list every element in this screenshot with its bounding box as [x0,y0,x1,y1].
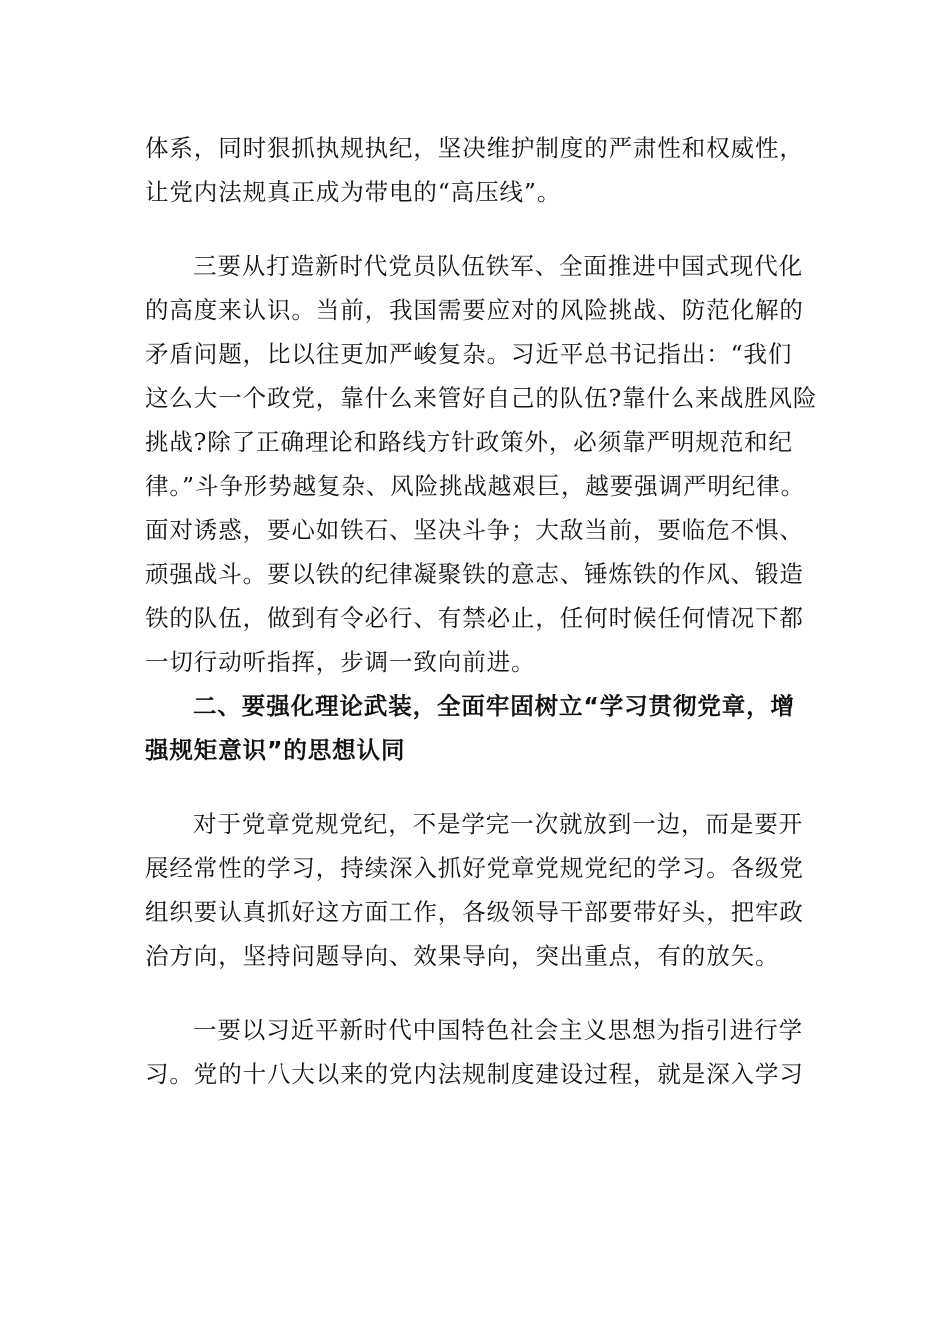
paragraph-regular-study [145,802,807,978]
text-line: 这么大一个政党，靠什么来管好自己的队伍?靠什么来战胜风险 [145,384,818,412]
text-line: 矛盾问题，比以往更加严峻复杂。习近平总书记指出：“我们 [145,340,793,368]
text-line: 顽强战斗。要以铁的纪律凝聚铁的意志、锤炼铁的作风、锻造 [145,560,804,588]
text-line: 对于党章党规党纪，不是学完一次就放到一边，而是要开 [193,810,803,838]
paragraph-spacer [145,978,807,1008]
text-line: 一切行动听指挥，步调一致向前进。 [145,648,536,676]
paragraph-third-requirement [145,244,818,684]
text-line: 的高度来认识。当前，我国需要应对的风险挑战、防范化解的 [145,296,804,324]
text-line: 治方向，坚持问题导向、效果导向，突出重点，有的放矢。 [145,942,780,970]
text-line: 挑战?除了正确理论和路线方针政策外，必须靠严明规范和纪 [145,428,793,456]
text-line: 一要以习近平新时代中国特色社会主义思想为指引进行学 [193,1016,803,1044]
text-line: 律。”斗争形势越复杂、风险挑战越艰巨，越要强调严明纪律。 [145,472,805,500]
paragraph-spacer [145,772,807,802]
paragraph-continuation [145,126,807,214]
text-line: 组织要认真抓好这方面工作，各级领导干部要带好头，把牢政 [145,898,804,926]
text-line: 习。党的十八大以来的党内法规制度建设过程，就是深入学习 [145,1060,804,1088]
text-line: 铁的队伍，做到有令必行、有禁必止，任何时候任何情况下都 [145,604,804,632]
heading-line: 强规矩意识”的思想认同 [145,736,406,764]
text-line: 体系，同时狠抓执规执纪，坚决维护制度的严肃性和权威性， [145,134,804,162]
paragraph-spacer [145,214,807,244]
document-body [145,126,818,1096]
section-heading [145,684,807,772]
text-line: 展经常性的学习，持续深入抓好党章党规党纪的学习。各级党 [145,854,804,882]
heading-line: 二、要强化理论武装，全面牢固树立“学习贯彻党章，增 [193,692,795,720]
text-line: 三要从打造新时代党员队伍铁军、全面推进中国式现代化 [193,252,803,280]
paragraph-first-requirement [145,1008,807,1096]
text-line: 面对诱惑，要心如铁石、坚决斗争；大敌当前，要临危不惧、 [145,516,804,544]
text-line: 让党内法规真正成为带电的“高压线”。 [145,178,562,206]
